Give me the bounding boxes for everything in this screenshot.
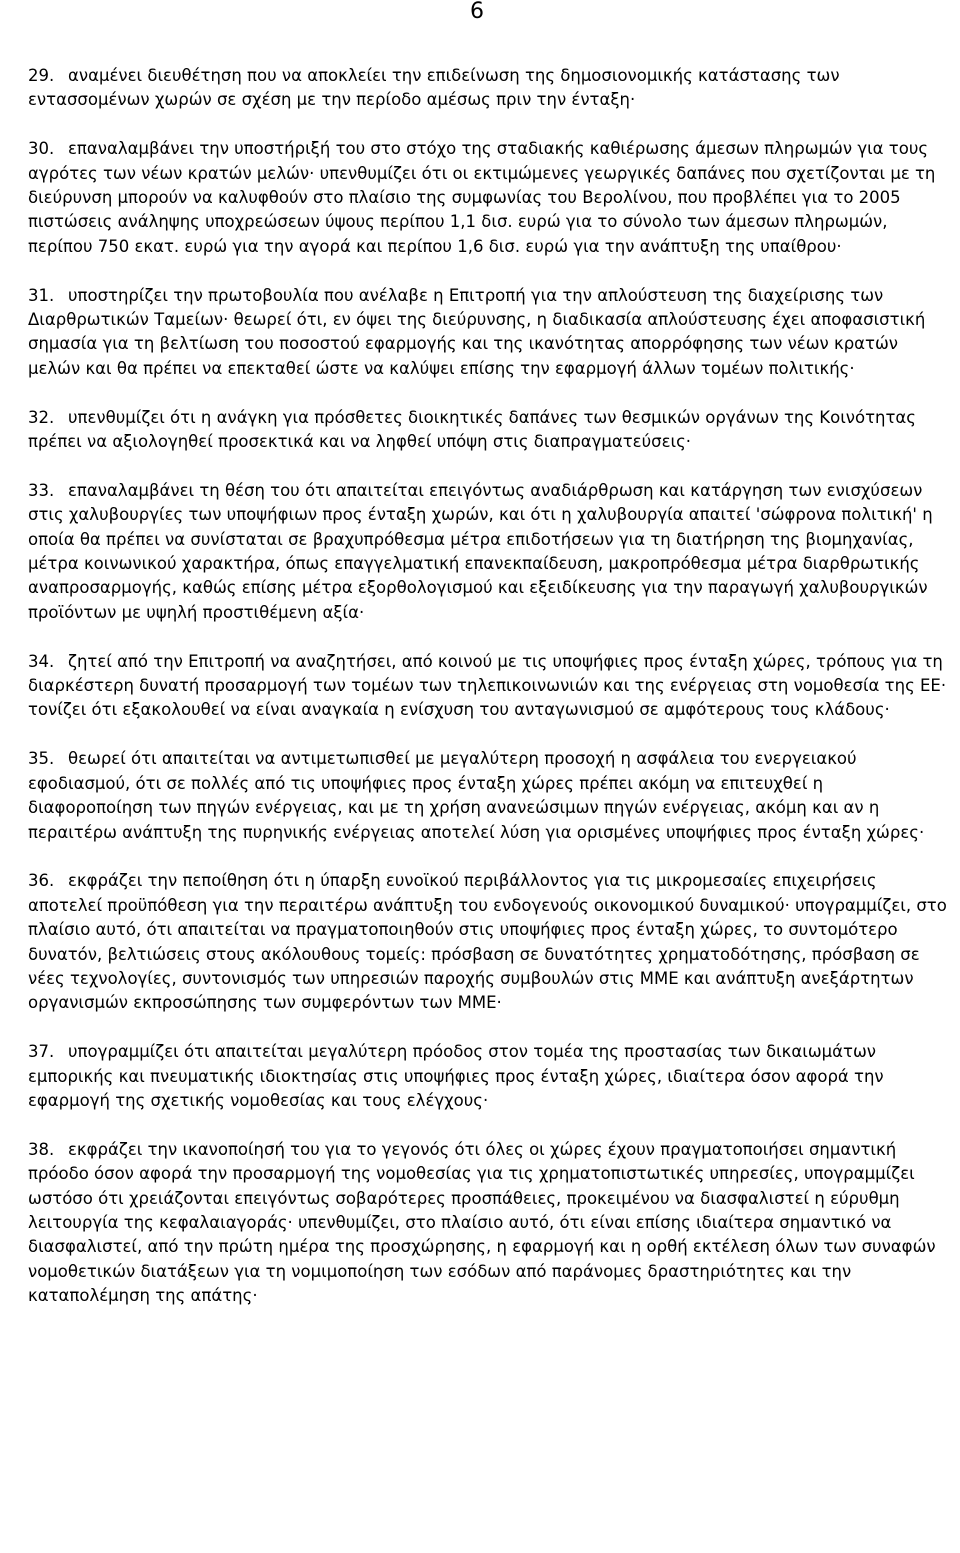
- paragraph-33: [28, 479, 948, 625]
- paragraph-text: αναμένει διευθέτηση που να αποκλείει την επιδείνωση της δημοσιονομικής κατάστασης των εντασσομένων χωρών σε σχέση με την περίοδο αμέσως πριν την ένταξη·: [28, 66, 840, 110]
- paragraph-text: εκφράζει την πεποίθηση ότι η ύπαρξη ευνοϊκού περιβάλλοντος για τις μικρομεσαίες επιχειρήσεις αποτελεί προϋπόθεση για την περαιτέρω ανάπτυξη του ενδογενούς οικονομικού δυναμικού· υπογραμμίζει, στο πλαίσιο αυτό, ότι απαιτείται να πραγματοποιηθούν στις υποψήφιες προς ένταξη χώρες, το συντομότερο δυνατόν, βελτιώσεις στους ακόλουθους τομείς: πρόσβαση σε δυνατότητες χρηματοδότησης, πρόσβαση σε νέες τεχνολογίες, συντονισμός των υπηρεσιών παροχής συμβουλών στις ΜΜΕ και ανάπτυξη ανεξάρτητων οργανισμών εκπροσώπησης των συμφερόντων των ΜΜΕ·: [28, 871, 947, 1013]
- paragraph-number: 29.: [28, 66, 55, 85]
- paragraph-31: [28, 284, 948, 382]
- paragraph-text: επαναλαμβάνει τη θέση του ότι απαιτείται επειγόντως αναδιάρθρωση και κατάργηση των ενισχύσεων στις χαλυβουργίες των υποψήφιων προς ένταξη χωρών, και ότι η χαλυβουργία απαιτεί 'σώφρονα πολιτική' η οποία θα πρέπει να συνίσταται σε βραχυπρόθεσμα μέτρα επιδοτήσεων για τη διατήρηση της βιομηχανίας, μέτρα κοινωνικού χαρακτήρα, όπως επαγγελματική επανεκπαίδευση, μακροπρόθεσμα μέτρα διαρθρωτικής αναπροσαρμογής, καθώς επίσης μέτρα εξορθολογισμού και εξειδίκευσης για την παραγωγή χαλυβουργικών προϊόντων με υψηλή προστιθέμενη αξία·: [28, 480, 933, 622]
- paragraph-text: θεωρεί ότι απαιτείται να αντιμετωπισθεί με μεγαλύτερη προσοχή η ασφάλεια του ενεργειακού εφοδιασμού, ότι σε πολλές από τις υποψήφιες προς ένταξη χώρες πρέπει ακόμη να επιτευχθεί η διαφοροποίηση των πηγών ενέργειας, και με τη χρήση ανανεώσιμων πηγών ενέργειας, ακόμη και αν η περαιτέρω ανάπτυξη της πυρηνικής ενέργειας αποτελεί λύση για ορισμένες υποψήφιες προς ένταξη χώρες·: [28, 749, 925, 842]
- paragraph-36: [28, 869, 948, 1015]
- paragraph-number: 34.: [28, 651, 55, 671]
- paragraph-number: 38.: [28, 1139, 55, 1159]
- paragraph-34: [28, 650, 948, 723]
- paragraph-number: 37.: [28, 1042, 55, 1062]
- paragraph-text: υποστηρίζει την πρωτοβουλία που ανέλαβε η Επιτροπή για την απλούστευση της διαχείρισης των Διαρθρωτικών Ταμείων· θεωρεί ότι, εν όψει της διεύρυνσης, η διαδικασία απλούστευσης έχει αποφασιστική σημασία για τη βελτίωση του ποσοστού εφαρμογής και της ικανότητας απορρόφησης των νέων κρατών μελών και θα πρέπει να επεκταθεί ώστε να καλύψει επίσης την εφαρμογή άλλων τομέων πολιτικής·: [28, 285, 926, 378]
- paragraph-text: υπενθυμίζει ότι η ανάγκη για πρόσθετες διοικητικές δαπάνες των θεσμικών οργάνων της Κοινότητας πρέπει να αξιολογηθεί προσεκτικά και να ληφθεί υπόψη στις διαπραγματεύσεις·: [28, 407, 916, 452]
- paragraph-number: 30.: [28, 139, 55, 159]
- paragraph-text: ζητεί από την Επιτροπή να αναζητήσει, από κοινού με τις υποψήφιες προς ένταξη χώρες, τρόπους για τη διαρκέστερη δυνατή προσαρμογή των τομέων των τηλεπικοινωνιών και της ενέργειας στη νομοθεσία της ΕΕ· τονίζει ότι εξακολουθεί να είναι αναγκαία η ενίσχυση του ανταγωνισμού σε αμφότερους τους κλάδους·: [28, 651, 947, 720]
- paragraph-37: [28, 1040, 948, 1113]
- paragraph-text: υπογραμμίζει ότι απαιτείται μεγαλύτερη πρόοδος στον τομέα της προστασίας των δικαιωμάτων εμπορικής και πνευματικής ιδιοκτησίας στις υποψήφιες προς ένταξη χώρες, ιδιαίτερα όσον αφορά την εφαρμογή της σχετικής νομοθεσίας και τους ελέγχους·: [28, 1042, 884, 1110]
- paragraph-38: [28, 1138, 948, 1309]
- paragraph-number: 31.: [28, 285, 55, 305]
- paragraph-29: [28, 64, 948, 113]
- document-body: [28, 64, 948, 1333]
- paragraph-text: επαναλαμβάνει την υποστήριξή του στο στόχο της σταδιακής καθιέρωσης άμεσων πληρωμών για τους αγρότες των νέων κρατών μελών· υπενθυμίζει ότι οι εκτιμώμενες γεωργικές δαπάνες που σχετίζονται με τη διεύρυνση μπορούν να καλυφθούν στο πλαίσιο της συμφωνίας του Βερολίνου, που προβλέπει για το 2005 πιστώσεις ανάληψης υποχρεώσεων ύψους περίπου 1,1 δισ. ευρώ για το σύνολο των άμεσων πληρωμών, περίπου 750 εκατ. ευρώ για την αγορά και περίπου 1,6 δισ. ευρώ για την ανάπτυξη της υπαίθρου·: [28, 139, 936, 256]
- paragraph-35: [28, 747, 948, 845]
- paragraph-number: 33.: [28, 480, 55, 500]
- paragraph-30: [28, 137, 948, 259]
- paragraph-number: 35.: [28, 749, 55, 769]
- paragraph-32: [28, 406, 948, 455]
- paragraph-number: 36.: [28, 871, 55, 891]
- paragraph-text: εκφράζει την ικανοποίησή του για το γεγονός ότι όλες οι χώρες έχουν πραγματοποιήσει σημαντική πρόοδο όσον αφορά την προσαρμογή της νομοθεσίας για τις χρηματοπιστωτικές υπηρεσίες, υπογραμμίζει ωστόσο ότι χρειάζονται επειγόντως σοβαρότερες προσπάθειες, προκειμένου να διασφαλιστεί η εύρυθμη λειτουργία της κεφαλαιαγοράς· υπενθυμίζει, στο πλαίσιο αυτό, ότι είναι επίσης ιδιαίτερα σημαντικό να διασφαλιστεί, από την πρώτη ημέρα της προσχώρησης, η εφαρμογή και η ορθή εκτέλεση όλων των συναφών νομοθετικών διατάξεων για τη νομιμοποίηση των εσόδων από παράνομες δραστηριότητες και την καταπολέμηση της απάτης·: [28, 1139, 936, 1306]
- page-number: 6: [470, 0, 484, 24]
- paragraph-number: 32.: [28, 407, 55, 427]
